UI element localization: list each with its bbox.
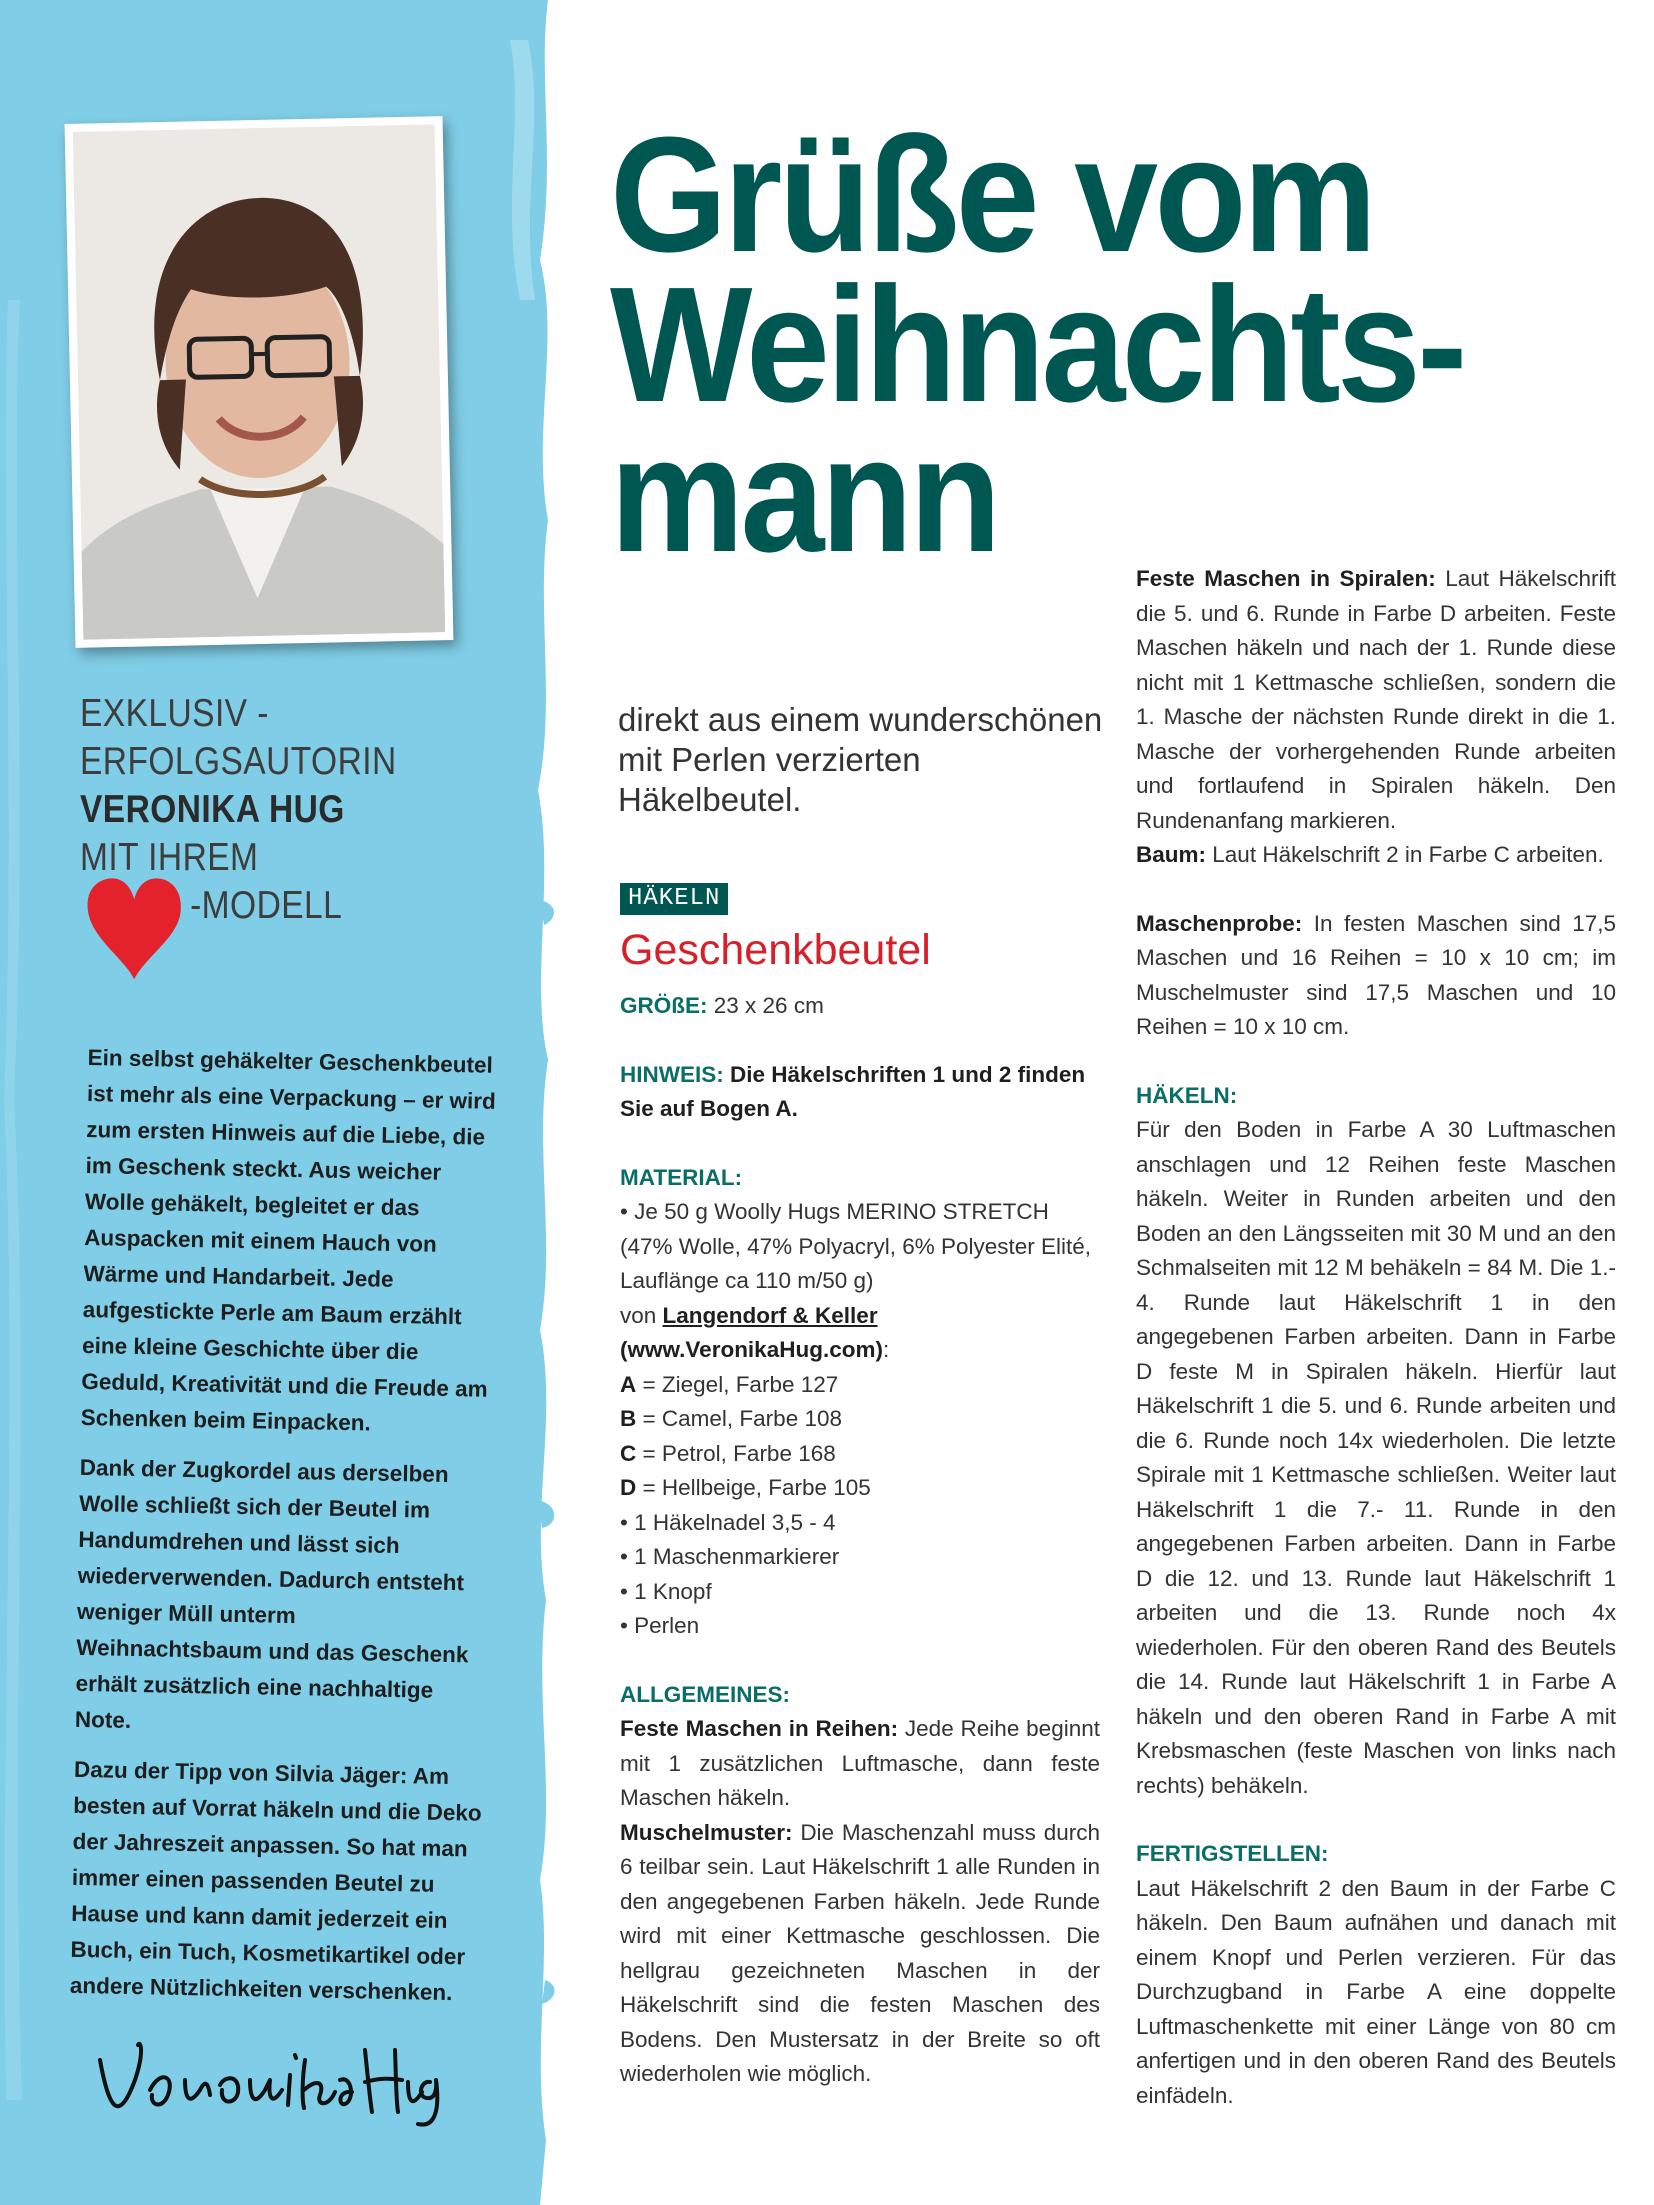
color-key: B bbox=[620, 1406, 637, 1431]
general-section bbox=[620, 1678, 1100, 2092]
spiral-text: Laut Häkelschrift die 5. und 6. Runde in Farbe D arbeiten. Feste Maschen häkeln und nach der 1. Runde diese nicht mit 1 Kettmasche schließen, sondern die 1. Masche der nächsten Runde direkt in die 1. Masche der vorhergehenden Runde arbeiten und fortlaufend in Spiralen häkeln. Den Rundenanfang markieren. bbox=[1136, 566, 1616, 833]
crochet-text: Für den Boden in Farbe A 30 Luftmaschen anschlagen und 12 Reihen feste Maschen häkeln. Weiter in Runden arbeiten und den Boden an den Längsseiten mit 30 M und an den Schmalseiten mit 12 M behäkeln = 84 M. Die 1.- 4. Runde laut Häkelschrift 1 in den angegebenen Farben arbeiten. Dann in Farbe D feste M in Spiralen häkeln. Hierfür laut Häkelschrift 1 die 5. und 6. Runde arbeiten und die 6. Runde noch 14x wiederholen. Die letzte Spirale mit 1 Kettmasche schließen. Weiter laut Häkelschrift 1 die 7.- 11. Runde in den angegebenen Farben arbeiten. Dann in Farbe D die 12. und 13. Runde laut Häkelschrift 1 arbeiten und die 13. Runde noch 4x wiederholen. Für den oberen Rand des Beutels die 14. Runde laut Häkelschrift 1 in Farbe A häkeln und den oberen Rand in Farbe A mit Krebsmaschen (feste Maschen von links nach rechts) behäkeln. bbox=[1136, 1117, 1616, 1798]
color-row bbox=[620, 1402, 1100, 1437]
rows-label: Feste Maschen in Reihen: bbox=[620, 1716, 899, 1741]
sidebar-paragraph: Dank der Zugkordel aus derselben Wolle schließt sich der Beutel im Handumdrehen und lässt sich wiederverwenden. Dadurch entsteht weniger Müll unterm Weihnachtsbaum und das Geschenk erhält zusätzlich eine nachhaltige Note. bbox=[74, 1454, 469, 1733]
color-row bbox=[620, 1368, 1100, 1403]
tree-text: Laut Häkelschrift 2 in Farbe C arbeiten. bbox=[1212, 842, 1604, 867]
sidebar bbox=[0, 0, 560, 2205]
color-row bbox=[620, 1437, 1100, 1472]
general-label: ALLGEMEINES: bbox=[620, 1681, 791, 1707]
title-line: Grüße vom bbox=[610, 103, 1374, 286]
material-item: • Perlen bbox=[620, 1613, 700, 1638]
crochet-label: HÄKELN: bbox=[1136, 1082, 1238, 1108]
gauge-text: In festen Maschen sind 17,5 Maschen und 16 Reihen = 10 x 10 cm; im Muschelmuster sind 17,5 Maschen und 10 Reihen = 10 x 10 cm. bbox=[1136, 910, 1616, 1039]
heading-line-modell: -MODELL bbox=[190, 884, 343, 927]
rows-text: Jede Reihe beginnt mit 1 zusätzlichen Luftmasche, dann feste Maschen häkeln. bbox=[620, 1716, 1100, 1810]
pattern-label: Muschelmuster: bbox=[620, 1819, 793, 1845]
color-row bbox=[620, 1471, 1100, 1506]
hint-text: Die Häkelschriften 1 und 2 finden Sie auf Bogen A. bbox=[620, 1061, 1086, 1121]
color-text: = Camel, Farbe 108 bbox=[642, 1406, 842, 1431]
finishing-text: Laut Häkelschrift 2 den Baum in der Farbe C häkeln. Den Baum aufnähen und danach mit einem Knopf und Perlen verzieren. Für das Durchzugband in Farbe A eine doppelte Luftmaschenkette mit einer Länge von 80 cm anfertigen und in den oberen Rand des Beutels einfädeln. bbox=[1136, 1875, 1616, 2108]
pattern-text: Die Maschenzahl muss durch 6 teilbar sein. Laut Häkelschrift 1 alle Runden in den angegebenen Farben häkeln. Jede Runde wird mit einer Kettmasche geschlossen. Die hellgrau gezeichneten Maschen in der Häkelschrift sind die festen Maschen des Bodens. Den Mustersatz in der Breite so oft wiederholen wie möglich. bbox=[620, 1819, 1100, 2086]
product-title: Geschenkbeutel bbox=[620, 926, 931, 974]
finishing-label: FERTIGSTELLEN: bbox=[1136, 1841, 1329, 1866]
material-section: MATERIAL: • Je 50 g Woolly Hugs MERINO STRETCH (47% Wolle, 47% Polyacryl, 6% Polyester Elité, Lauflänge ca 110 m/50 g) von Langendorf & Keller (www.VeronikaHug.com): A = Ziegel, Farbe 127 B = Camel, Farbe 108 C = Petrol, Farbe 168 D = Hellbeige, Farbe 105 • 1 Häkelnadel 3,5 - 4 • 1 Maschenmarkierer • 1 Knopf • Perlen bbox=[620, 1161, 1100, 1644]
sidebar-paragraph: Dazu der Tipp von Silvia Jäger: Am besten auf Vorrat häkeln und die Deko der Jahreszeit anpassen. So hat man immer einen passenden Beutel zu Hause und kann damit jederzeit ein Buch, ein Tuch, Kosmetikartikel oder andere Nützlichkeiten verschenken. bbox=[69, 1756, 482, 2006]
material-label: MATERIAL: bbox=[620, 1164, 743, 1190]
material-item: • 1 Maschenmarkierer bbox=[620, 1544, 840, 1569]
size-value: 23 x 26 cm bbox=[713, 993, 824, 1018]
gauge-label: Maschenprobe: bbox=[1136, 910, 1303, 936]
hint-section bbox=[620, 1058, 1100, 1127]
color-key: A bbox=[620, 1371, 637, 1397]
sidebar-paragraph: Ein selbst gehäkelter Geschenkbeutel ist mehr als eine Verpackung – er wird zum ersten Hinweis auf die Liebe, die im Geschenk steckt. Aus weicher Wolle gehäkelt, begleitet er das Auspacken mit einem Hauch von Wärme und Handarbeit. Jede aufgestickte Perle am Baum erzählt eine kleine Geschichte über die Geduld, Kreativität und die Freude am Schenken beim Einpacken. bbox=[80, 1044, 497, 1436]
category-tag: HÄKELN bbox=[620, 883, 728, 915]
author-photo bbox=[65, 116, 454, 648]
signature bbox=[90, 2020, 450, 2130]
size-label: GRÖßE: bbox=[620, 993, 708, 1018]
material-website: (www.VeronikaHug.com) bbox=[620, 1337, 883, 1362]
title-line: Weihnachts- bbox=[610, 253, 1464, 436]
portrait-image bbox=[73, 124, 446, 639]
hint-label: HINWEIS: bbox=[620, 1061, 724, 1087]
material-yarn: • Je 50 g Woolly Hugs MERINO STRETCH (47% Wolle, 47% Polyacryl, 6% Polyester Elité, Lauflänge ca 110 m/50 g) bbox=[620, 1199, 1092, 1293]
color-key: C bbox=[620, 1440, 637, 1466]
title-line: mann bbox=[610, 403, 998, 586]
material-item: • 1 Knopf bbox=[620, 1578, 712, 1604]
heart-model-line bbox=[80, 882, 458, 930]
author-feature-heading bbox=[80, 690, 458, 930]
color-key: D bbox=[620, 1475, 637, 1500]
material-item: • 1 Häkelnadel 3,5 - 4 bbox=[620, 1509, 836, 1535]
heart-icon bbox=[83, 876, 184, 984]
tree-label: Baum: bbox=[1136, 842, 1207, 867]
spiral-label: Feste Maschen in Spiralen: bbox=[1136, 566, 1436, 591]
author-name: VERONIKA HUG bbox=[80, 788, 345, 831]
color-text: = Hellbeige, Farbe 105 bbox=[642, 1475, 871, 1500]
heading-line-exklusiv: EXKLUSIV - bbox=[80, 692, 269, 735]
instructions-column-right bbox=[1136, 562, 1616, 2113]
material-brand: Langendorf & Keller bbox=[662, 1302, 878, 1328]
instructions-column-left bbox=[620, 880, 1100, 2092]
color-text: = Ziegel, Farbe 127 bbox=[642, 1371, 839, 1397]
intro-text: direkt aus einem wunderschönen mit Perlen verzierten Häkelbeutel. bbox=[618, 701, 1103, 818]
size-section bbox=[620, 989, 1100, 1024]
heading-line-erfolgsautorin: ERFOLGSAUTORIN bbox=[80, 740, 397, 783]
sidebar-body bbox=[69, 1040, 498, 2026]
material-von: von bbox=[620, 1302, 657, 1328]
color-text: = Petrol, Farbe 168 bbox=[642, 1440, 836, 1466]
heading-line-mit-ihrem: MIT IHREM bbox=[80, 836, 259, 879]
